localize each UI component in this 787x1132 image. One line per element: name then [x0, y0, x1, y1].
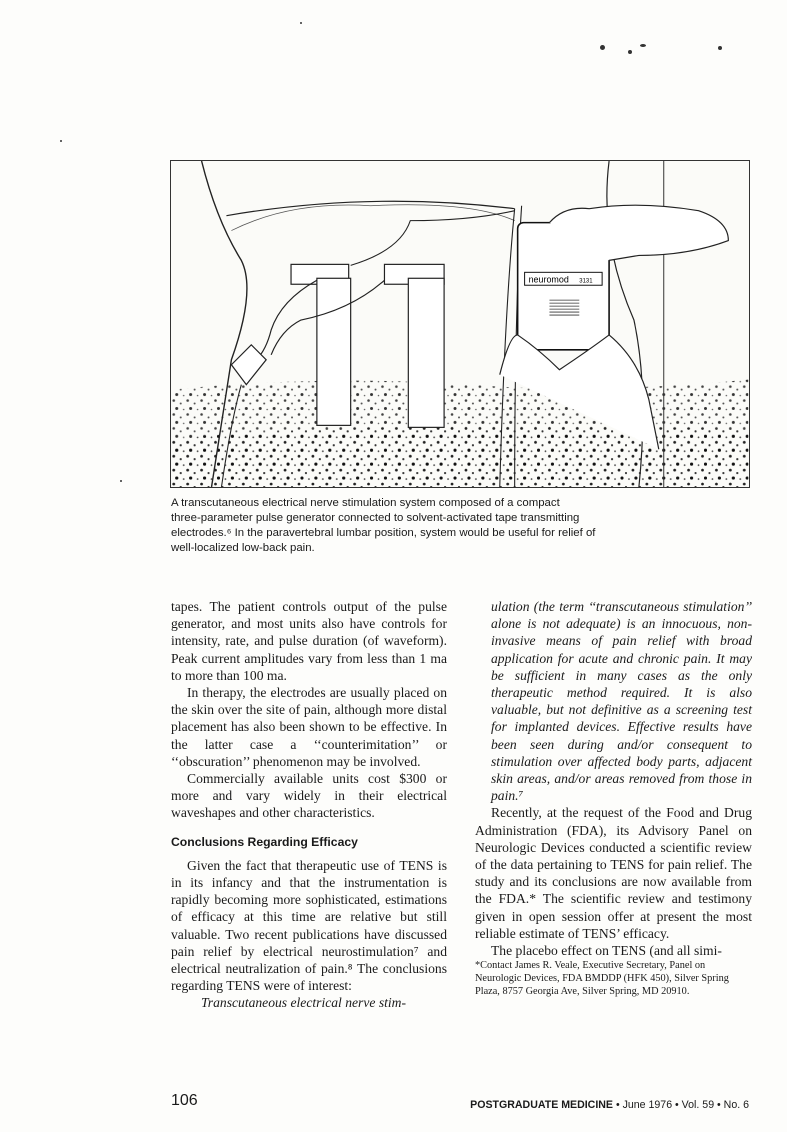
- scan-speck: [718, 46, 722, 50]
- paragraph: In therapy, the electrodes are usually placed on the skin over the site of pain, although more distal placement has also been shown to be effective. In the latter case a ‘‘counterimitation’’ or ‘‘obscuration’’ phenomenon may be involved.: [171, 685, 447, 769]
- scan-speck: [640, 44, 646, 47]
- left-column: [171, 598, 447, 1012]
- scan-speck: [600, 45, 605, 50]
- paragraph: The placebo effect on TENS (and all simi-: [491, 943, 722, 959]
- section-heading: Conclusions Regarding Efficacy: [171, 834, 358, 849]
- page-number: 106: [171, 1092, 198, 1109]
- quoted-conclusion: ulation (the term ‘‘transcutaneous stimulation’’ alone is not adequate) is an innocuous, non-invasive means of pain relief with broad application for acute and chronic pain. It may be sufficient in many cases as the only therapeutic method required. It is also valuable, but not definitive as a screening test for implanted devices. Effective results have been seen during and/or consequent to stimulation over affected body parts, adjacent skin areas, and/or areas removed from those in pain.⁷: [491, 599, 752, 804]
- journal-footer: [470, 1099, 749, 1111]
- scan-speck: [628, 50, 632, 54]
- paragraph: tapes. The patient controls output of the pulse generator, and most units also have controls for intensity, rate, and pulse duration (of waveform). Peak current amplitudes vary from less than 1 ma to more than 100 ma.: [171, 599, 447, 683]
- issue-info: • June 1976 • Vol. 59 • No. 6: [615, 1099, 749, 1111]
- right-column: [475, 598, 752, 998]
- figure-caption: [171, 496, 691, 556]
- device-brand-label: neuromod: [528, 274, 569, 285]
- paragraph: Given the fact that therapeutic use of TENS is in its infancy and that the instrumentation is rapidly becoming more sophisticated, estimations of efficacy at this time are relative but still valuable. Two recent publications have discussed pain relief by electrical neurostimulation⁷ and electrical neutralization of pain.⁸ The conclusions regarding TENS were of interest:: [171, 857, 447, 994]
- caption-line: A transcutaneous electrical nerve stimulation system composed of a compact: [171, 497, 560, 509]
- scan-speck: [60, 140, 62, 142]
- scan-speck: [300, 22, 302, 24]
- paragraph: Recently, at the request of the Food and Drug Administration (FDA), its Advisory Panel on Neurologic Devices conducted a scientific review of the data pertaining to TENS for pain relief. The study and its conclusions are now available from the FDA.* The scientific review and testimony given in open session offer at present the most reliable estimate of TENS’ efficacy.: [475, 805, 752, 941]
- electrode-illustration: [170, 160, 750, 488]
- tens-device-drawing: [171, 161, 749, 487]
- paragraph: Commercially available units cost $300 or more and vary widely in their electrical waveshapes and other characteristics.: [171, 771, 447, 821]
- caption-line: three-parameter pulse generator connected to solvent-activated tape transmitting: [171, 512, 580, 524]
- journal-name: POSTGRADUATE MEDICINE: [470, 1099, 613, 1111]
- caption-line: well-localized low-back pain.: [171, 542, 315, 554]
- footnote: *Contact James R. Veale, Executive Secretary, Panel on Neurologic Devices, FDA BMDDP (HFK 450), Silver Spring Plaza, 8757 Georgia Ave, Silver Spring, MD 20910.: [475, 960, 729, 998]
- device-model-label: 3131: [579, 278, 593, 285]
- scan-speck: [120, 480, 122, 482]
- quoted-conclusion: Transcutaneous electrical nerve stim-: [201, 995, 407, 1011]
- caption-line: electrodes.⁶ In the paravertebral lumbar position, system would be useful for relief of: [171, 527, 596, 539]
